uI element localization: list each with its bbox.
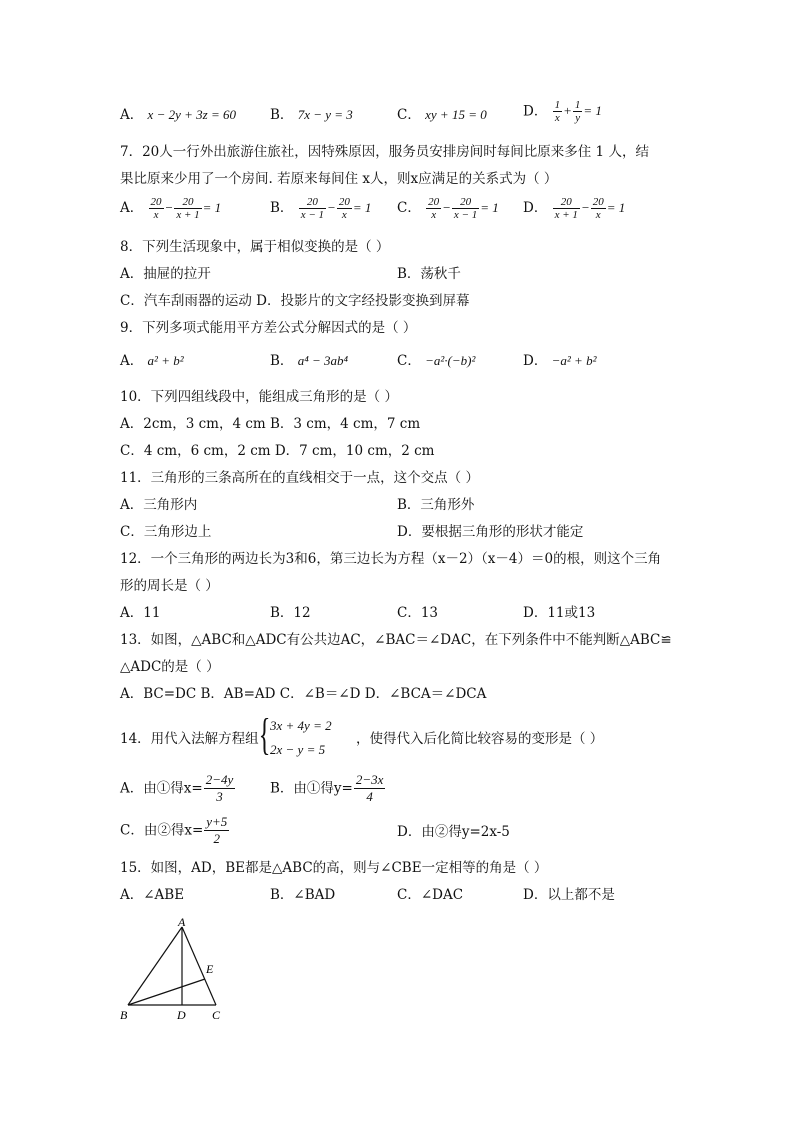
label-e: E <box>206 962 214 976</box>
q7-option-c: C． $\frac{20}{x}$ − $\frac{20}{x - 1}$ = 1 <box>397 196 499 221</box>
q10-options-ab: A．2cm，3 cm，4 cm B．3 cm，4 cm，7 cm <box>120 416 421 432</box>
label-b: B <box>120 1008 128 1022</box>
q11-option-c: C．三角形边上 <box>120 524 212 540</box>
q11-option-a: A．三角形内 <box>120 497 198 513</box>
q6-option-d: D． $\frac{1}{x}$ + $\frac{1}{y}$ = 1 <box>523 99 602 124</box>
q14-option-a: A．由①得x= $\frac{2-4y}{3}$ <box>120 772 234 804</box>
q12-option-a: A．11 <box>120 605 161 621</box>
q6-option-c: C． xy + 15 = 0 <box>397 107 487 123</box>
q9-option-c: C． −a²·(−b)² <box>397 353 476 369</box>
q8-option-a: A．抽屉的拉开 <box>120 266 211 282</box>
q15-option-b: B．∠BAD <box>270 887 336 903</box>
altitude-be <box>128 979 205 1005</box>
q13-stem-line2: △ADC的是（ ） <box>120 659 220 675</box>
q10-options-cd: C．4 cm，6 cm，2 cm D．7 cm，10 cm，2 cm <box>120 443 435 459</box>
q12-stem-line1: 12．一个三角形的两边长为3和6，第三边长为方程（x－2）（x－4）＝0的根，则这个三角 <box>120 551 662 567</box>
q11-option-b: B．三角形外 <box>397 497 475 513</box>
q9-option-a: A． a² + b² <box>120 353 184 369</box>
q6-option-a: A． x − 2y + 3z = 60 <box>120 107 236 123</box>
q12-option-b: B．12 <box>270 605 311 621</box>
q7-stem-line2: 果比原来少用了一个房间. 若原来每间住 x人，则x应满足的关系式为（ ） <box>120 171 558 187</box>
q9-option-b: B． a⁴ − 3ab⁴ <box>270 353 349 369</box>
q14-equation-2: 2x − y = 5 <box>270 742 326 757</box>
q7-option-a: A． $\frac{20}{x}$ − $\frac{20}{x + 1}$ = 1 <box>120 196 222 221</box>
q9-stem: 9．下列多项式能用平方差公式分解因式的是（ ） <box>120 320 417 336</box>
side-ab <box>128 927 182 1005</box>
q15-option-a: A．∠ABE <box>120 887 185 903</box>
q8-options-cd: C．汽车刮雨器的运动 D．投影片的文字经投影变换到屏幕 <box>120 293 470 309</box>
q7-stem-line1: 7．20人一行外出旅游住旅社，因特殊原因，服务员安排房间时每间比原来多住 1 人，结 <box>120 144 649 160</box>
q13-options: A．BC=DC B．AB=AD C．∠B＝∠D D．∠BCA＝∠DCA <box>120 686 487 702</box>
q7-option-d: D． $\frac{20}{x + 1}$ − $\frac{20}{x}$ = 1 <box>523 196 626 221</box>
triangle-figure <box>110 915 240 1025</box>
q14-stem-pre: 14．用代入法解方程组 <box>120 731 259 747</box>
q15-stem: 15．如图，AD，BE都是△ABC的高，则与∠CBE一定相等的角是（ ） <box>120 860 548 876</box>
q15-option-d: D．以上都不是 <box>523 887 615 903</box>
q14-option-c: C．由②得x= $\frac{y+5}{2}$ <box>120 814 228 846</box>
q11-option-d: D．要根据三角形的形状才能定 <box>397 524 584 540</box>
q13-stem-line1: 13．如图，△ABC和△ADC有公共边AC，∠BAC＝∠DAC，在下列条件中不能判断△ABC≌ <box>120 632 672 648</box>
q12-stem-line2: 形的周长是（ ） <box>120 578 219 594</box>
q14-system-brace: { <box>258 710 271 759</box>
q8-stem: 8．下列生活现象中，属于相似变换的是（ ） <box>120 239 390 255</box>
q14-option-b: B．由①得y= $\frac{2-3x}{4}$ <box>270 772 384 804</box>
q12-option-d: D．11或13 <box>523 605 596 621</box>
q14-equation-1: 3x + 4y = 2 <box>270 718 332 733</box>
label-d: D <box>177 1008 186 1022</box>
q14-option-d: D．由②得y=2x-5 <box>397 824 510 840</box>
q12-option-c: C．13 <box>397 605 439 621</box>
q9-option-d: D． −a² + b² <box>523 353 597 369</box>
q7-option-b: B． $\frac{20}{x - 1}$ − $\frac{20}{x}$ = 1 <box>270 196 372 221</box>
label-a: A <box>178 915 186 929</box>
q14-stem-post: ，使得代入后化简比较容易的变形是（ ） <box>356 731 604 747</box>
q6-option-b: B． 7x − y = 3 <box>270 107 353 123</box>
q15-option-c: C．∠DAC <box>397 887 464 903</box>
q10-stem: 10．下列四组线段中，能组成三角形的是（ ） <box>120 389 398 405</box>
q8-option-b: B．荡秋千 <box>397 266 461 282</box>
label-c: C <box>212 1008 221 1022</box>
q11-stem: 11．三角形的三条高所在的直线相交于一点，这个交点（ ） <box>120 470 479 486</box>
